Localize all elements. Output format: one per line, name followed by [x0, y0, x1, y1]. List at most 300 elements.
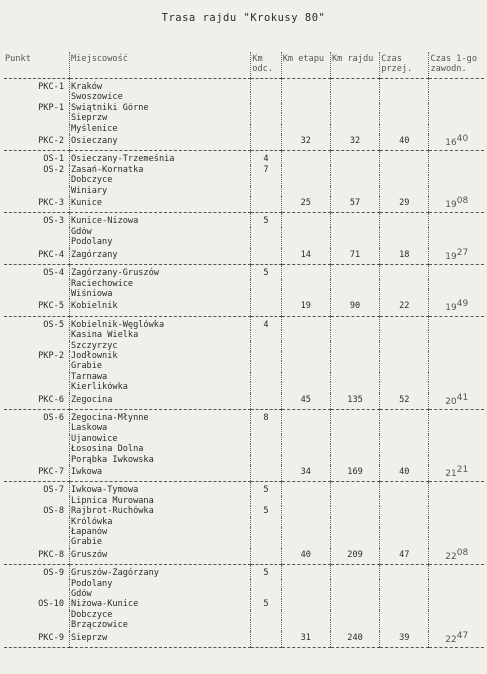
cell-place [70, 579, 251, 589]
cell-czas-przej [380, 517, 429, 527]
cell-km-rajdu [330, 393, 379, 410]
cell-czas-zawodn [429, 248, 484, 265]
cell-place [70, 548, 251, 565]
cell-czas-zawodn [429, 227, 484, 237]
cell-czas-zawodn-value: 20 [445, 396, 457, 407]
cell-km-rajdu [330, 124, 379, 134]
cell-place [70, 151, 251, 165]
cell-place-value: Dobczyce [71, 609, 113, 620]
cell-punkt [4, 151, 70, 165]
cell-km-rajdu [330, 134, 379, 151]
cell-czas-przej [380, 382, 429, 392]
cell-place [70, 482, 251, 496]
cell-punkt-value: PKC-9 [38, 632, 64, 643]
cell-punkt [4, 92, 70, 102]
cell-km-etapu-value: 40 [300, 549, 311, 560]
cell-punkt [4, 537, 70, 547]
cell-czas-przej-value: 40 [399, 467, 410, 477]
header-czas-zawodn: Czas 1-go zawodn. [429, 52, 484, 79]
cell-km-etapu [281, 227, 330, 237]
cell-punkt-value: OS-5 [43, 319, 64, 330]
cell-czas-zawodn [429, 186, 484, 196]
cell-czas-przej [380, 113, 429, 123]
cell-czas-przej [380, 610, 429, 620]
cell-place [70, 330, 251, 340]
cell-km-etapu [281, 299, 330, 316]
cell-km-etapu [281, 175, 330, 185]
cell-km-rajdu [330, 620, 379, 630]
cell-czas-przej [380, 351, 429, 361]
route-table-body [4, 79, 484, 648]
cell-km-odc [251, 289, 281, 299]
cell-czas-przej [380, 372, 429, 382]
cell-place-value: Zegocina-Młynne [71, 412, 149, 423]
cell-punkt [4, 465, 70, 482]
cell-place-value: Gdów [71, 226, 92, 237]
cell-place [70, 299, 251, 316]
cell-czas-przej [380, 151, 429, 165]
cell-czas-zawodn [429, 589, 484, 599]
cell-czas-zawodn [429, 565, 484, 579]
cell-czas-zawodn [429, 213, 484, 227]
cell-czas-przej [380, 279, 429, 289]
cell-czas-przej [380, 299, 429, 316]
cell-czas-przej [380, 124, 429, 134]
cell-punkt-value: OS-3 [43, 216, 64, 227]
cell-punkt-value: PKC-6 [38, 394, 64, 405]
cell-km-etapu [281, 196, 330, 213]
cell-czas-zawodn [429, 423, 484, 433]
route-table [4, 52, 484, 648]
cell-punkt-value: PKC-3 [38, 198, 64, 209]
cell-place [70, 589, 251, 599]
cell-km-odc [251, 372, 281, 382]
cell-km-odc [251, 151, 281, 165]
cell-czas-zawodn-value: 16 [445, 138, 457, 149]
cell-km-odc-value: 5 [263, 506, 269, 517]
table-row [4, 482, 484, 496]
cell-km-etapu [281, 409, 330, 423]
cell-czas-przej [380, 496, 429, 506]
cell-place [70, 103, 251, 113]
cell-place-value: Zasań-Kornatka [71, 164, 144, 175]
cell-km-etapu [281, 599, 330, 609]
table-row [4, 279, 484, 289]
header-miejscowosc: Miejscowość [70, 52, 251, 79]
cell-place [70, 465, 251, 482]
cell-km-etapu [281, 372, 330, 382]
cell-place [70, 237, 251, 247]
cell-km-odc [251, 265, 281, 279]
table-row [4, 589, 484, 599]
cell-czas-przej [380, 330, 429, 340]
cell-punkt [4, 599, 70, 609]
table-row [4, 382, 484, 392]
cell-km-odc [251, 506, 281, 516]
cell-km-odc [251, 237, 281, 247]
cell-czas-przej [380, 482, 429, 496]
cell-km-odc [251, 517, 281, 527]
cell-czas-przej [380, 527, 429, 537]
cell-czas-zawodn [429, 279, 484, 289]
cell-czas-zawodn [429, 465, 484, 482]
cell-place-value: Szczyrzyc [71, 340, 118, 351]
cell-place-value: Kobielnik [71, 301, 118, 312]
cell-place-value: Osieczany [71, 136, 118, 147]
cell-km-rajdu [330, 165, 379, 175]
cell-km-odc [251, 565, 281, 579]
cell-czas-przej [380, 92, 429, 102]
cell-czas-przej-value: 18 [399, 249, 410, 260]
cell-km-odc [251, 548, 281, 565]
cell-czas-zawodn-minutes: 47 [456, 630, 469, 641]
cell-czas-przej [380, 248, 429, 265]
table-row [4, 393, 484, 410]
cell-km-odc [251, 620, 281, 630]
cell-czas-zawodn [429, 517, 484, 527]
cell-punkt [4, 248, 70, 265]
cell-km-rajdu [330, 565, 379, 579]
cell-place-value: Kasina Wielka [71, 330, 139, 341]
cell-punkt-value: PKC-4 [38, 249, 64, 260]
table-row [4, 237, 484, 247]
cell-km-etapu [281, 537, 330, 547]
cell-km-rajdu-value: 135 [347, 394, 363, 405]
cell-place-value: Królówka [71, 516, 113, 527]
cell-czas-zawodn-minutes: 21 [456, 465, 469, 475]
cell-punkt [4, 186, 70, 196]
cell-punkt [4, 351, 70, 361]
cell-km-odc-value: 7 [263, 164, 269, 175]
cell-km-rajdu [330, 186, 379, 196]
cell-czas-przej [380, 79, 429, 93]
cell-punkt-value: OS-8 [43, 506, 64, 517]
table-row [4, 361, 484, 371]
cell-punkt [4, 444, 70, 454]
cell-km-odc [251, 351, 281, 361]
cell-czas-zawodn [429, 382, 484, 392]
cell-place [70, 92, 251, 102]
cell-punkt [4, 103, 70, 113]
cell-km-rajdu [330, 213, 379, 227]
cell-km-odc-value: 4 [263, 154, 269, 165]
cell-punkt [4, 165, 70, 175]
cell-km-rajdu [330, 482, 379, 496]
cell-punkt [4, 506, 70, 516]
cell-km-rajdu [330, 351, 379, 361]
cell-punkt-value: PKC-1 [38, 82, 64, 92]
cell-czas-przej [380, 465, 429, 482]
cell-km-etapu [281, 279, 330, 289]
cell-km-rajdu [330, 465, 379, 482]
cell-km-rajdu [330, 589, 379, 599]
cell-km-odc [251, 610, 281, 620]
cell-km-odc [251, 361, 281, 371]
cell-km-odc-value: 5 [263, 485, 269, 496]
cell-km-etapu [281, 165, 330, 175]
table-row [4, 341, 484, 351]
cell-czas-zawodn-value: 22 [445, 634, 457, 645]
cell-punkt-value: OS-10 [38, 599, 64, 610]
cell-km-rajdu [330, 237, 379, 247]
cell-km-etapu-value: 32 [300, 136, 311, 147]
cell-czas-zawodn [429, 124, 484, 134]
cell-km-etapu [281, 482, 330, 496]
cell-km-etapu-value: 19 [300, 301, 311, 312]
cell-czas-zawodn [429, 527, 484, 537]
cell-km-rajdu [330, 279, 379, 289]
cell-km-rajdu [330, 175, 379, 185]
cell-czas-zawodn-minutes: 27 [456, 247, 469, 258]
cell-km-etapu [281, 434, 330, 444]
cell-km-etapu [281, 393, 330, 410]
cell-czas-zawodn [429, 599, 484, 609]
cell-czas-zawodn [429, 455, 484, 465]
cell-czas-zawodn-value: 21 [445, 469, 457, 479]
cell-km-etapu [281, 248, 330, 265]
cell-place [70, 599, 251, 609]
cell-punkt [4, 361, 70, 371]
cell-km-etapu [281, 124, 330, 134]
cell-czas-zawodn-minutes: 08 [456, 547, 469, 558]
cell-place-value: Gruszów [71, 549, 108, 560]
table-row [4, 196, 484, 213]
cell-czas-zawodn-minutes: 49 [456, 299, 469, 310]
table-row [4, 444, 484, 454]
cell-place-value: Kobielnik-Węglówka [71, 319, 165, 330]
table-row [4, 423, 484, 433]
cell-km-etapu-value: 25 [300, 198, 311, 209]
cell-km-odc [251, 279, 281, 289]
cell-km-odc [251, 134, 281, 151]
cell-czas-zawodn [429, 506, 484, 516]
cell-czas-przej [380, 589, 429, 599]
cell-km-odc [251, 186, 281, 196]
table-row [4, 103, 484, 113]
cell-place-value: Jodłownik [71, 350, 118, 361]
cell-km-etapu [281, 316, 330, 330]
cell-czas-przej-value: 40 [399, 136, 410, 147]
cell-czas-przej [380, 265, 429, 279]
cell-punkt [4, 279, 70, 289]
cell-place-value: Gdów [71, 589, 92, 600]
cell-czas-przej-value: 52 [399, 394, 410, 405]
cell-km-rajdu [330, 92, 379, 102]
cell-place-value: Grabie [71, 361, 103, 372]
cell-punkt [4, 175, 70, 185]
cell-km-odc-value: 4 [263, 319, 269, 330]
cell-km-etapu [281, 151, 330, 165]
cell-place [70, 351, 251, 361]
table-row [4, 186, 484, 196]
cell-km-etapu [281, 631, 330, 648]
cell-punkt [4, 579, 70, 589]
cell-km-odc [251, 631, 281, 648]
cell-km-etapu [281, 103, 330, 113]
table-row [4, 92, 484, 102]
table-row [4, 517, 484, 527]
cell-punkt-value: PKC-7 [38, 467, 64, 477]
table-row [4, 134, 484, 151]
header-punkt: Punkt [4, 52, 70, 79]
cell-place [70, 175, 251, 185]
cell-km-etapu [281, 382, 330, 392]
cell-km-odc-value: 5 [263, 268, 269, 279]
cell-km-rajdu [330, 610, 379, 620]
cell-place-value: Łososina Dolna [71, 444, 144, 455]
cell-place-value: Rajbrot-Ruchówka [71, 506, 154, 517]
cell-place [70, 506, 251, 516]
cell-czas-zawodn [429, 610, 484, 620]
cell-punkt [4, 341, 70, 351]
cell-km-rajdu [330, 423, 379, 433]
cell-punkt-value: PKC-8 [38, 549, 64, 560]
cell-czas-zawodn-minutes: 41 [456, 392, 469, 403]
cell-km-rajdu [330, 79, 379, 93]
cell-km-rajdu [330, 341, 379, 351]
cell-place-value: Iwkowa [71, 467, 103, 477]
cell-km-odc [251, 92, 281, 102]
cell-km-etapu [281, 361, 330, 371]
cell-place-value: Zagórzany-Gruszów [71, 268, 159, 279]
table-row [4, 434, 484, 444]
cell-punkt-value: OS-9 [43, 568, 64, 579]
cell-km-etapu [281, 186, 330, 196]
cell-place [70, 423, 251, 433]
cell-czas-zawodn [429, 409, 484, 423]
cell-place [70, 372, 251, 382]
cell-czas-przej [380, 393, 429, 410]
cell-punkt [4, 289, 70, 299]
cell-place [70, 455, 251, 465]
cell-czas-zawodn [429, 351, 484, 361]
table-row [4, 599, 484, 609]
table-row [4, 151, 484, 165]
cell-czas-zawodn-minutes: 40 [456, 134, 469, 145]
cell-place-value: Grabie [71, 537, 103, 548]
cell-km-rajdu [330, 527, 379, 537]
header-km-etapu: Km etapu [281, 52, 330, 79]
cell-czas-zawodn-value: 22 [445, 551, 457, 562]
cell-punkt [4, 213, 70, 227]
cell-km-etapu [281, 134, 330, 151]
cell-place [70, 196, 251, 213]
cell-punkt-value: PKC-2 [38, 136, 64, 147]
cell-place-value: Niżowa-Kunice [71, 599, 139, 610]
cell-km-odc [251, 599, 281, 609]
cell-km-odc [251, 482, 281, 496]
cell-place-value: Wiśniowa [71, 288, 113, 299]
cell-czas-przej-value: 39 [399, 632, 410, 643]
table-row [4, 506, 484, 516]
cell-punkt [4, 517, 70, 527]
table-row [4, 455, 484, 465]
header-czas-przej: Czas przej. [380, 52, 429, 79]
cell-punkt [4, 227, 70, 237]
cell-czas-przej [380, 196, 429, 213]
cell-czas-zawodn [429, 372, 484, 382]
table-row [4, 299, 484, 316]
cell-km-odc [251, 316, 281, 330]
cell-km-odc [251, 330, 281, 340]
cell-place [70, 165, 251, 175]
cell-czas-przej [380, 237, 429, 247]
cell-place-value: Zagórzany [71, 249, 118, 260]
document-title: Trasa rajdu "Krokusy 80" [161, 12, 326, 24]
cell-km-rajdu [330, 248, 379, 265]
cell-place-value: Świątniki Górne [71, 102, 149, 113]
cell-place [70, 316, 251, 330]
cell-km-odc [251, 196, 281, 213]
cell-place-value: Sieprzw [71, 113, 108, 124]
cell-punkt [4, 423, 70, 433]
cell-km-etapu [281, 496, 330, 506]
cell-czas-zawodn [429, 330, 484, 340]
table-row [4, 527, 484, 537]
cell-czas-zawodn [429, 151, 484, 165]
table-header-row [4, 52, 484, 79]
cell-km-rajdu [330, 409, 379, 423]
cell-place-value: Kunice-Nizowa [71, 216, 139, 227]
cell-place [70, 113, 251, 123]
cell-punkt [4, 124, 70, 134]
cell-place [70, 565, 251, 579]
cell-punkt [4, 113, 70, 123]
cell-place [70, 631, 251, 648]
cell-place-value: Dobczyce [71, 175, 113, 186]
cell-czas-przej [380, 341, 429, 351]
cell-punkt [4, 237, 70, 247]
cell-km-rajdu [330, 517, 379, 527]
cell-place-value: Łapanów [71, 527, 108, 538]
cell-czas-przej [380, 186, 429, 196]
cell-czas-zawodn-value: 19 [445, 200, 457, 211]
cell-km-rajdu [330, 289, 379, 299]
cell-place [70, 227, 251, 237]
cell-km-rajdu [330, 113, 379, 123]
cell-km-odc [251, 124, 281, 134]
cell-km-odc [251, 455, 281, 465]
cell-place-value: Podolany [71, 578, 113, 589]
cell-km-rajdu [330, 444, 379, 454]
cell-km-rajdu [330, 496, 379, 506]
cell-punkt-value: PKC-5 [38, 301, 64, 312]
cell-place [70, 265, 251, 279]
cell-punkt [4, 316, 70, 330]
cell-km-rajdu [330, 382, 379, 392]
cell-place [70, 361, 251, 371]
table-row [4, 496, 484, 506]
cell-km-odc [251, 579, 281, 589]
cell-czas-przej [380, 175, 429, 185]
cell-place [70, 79, 251, 93]
table-row [4, 465, 484, 482]
cell-km-rajdu [330, 361, 379, 371]
table-row [4, 620, 484, 630]
cell-km-odc-value: 5 [263, 216, 269, 227]
cell-czas-zawodn [429, 92, 484, 102]
table-row [4, 79, 484, 93]
cell-czas-przej [380, 620, 429, 630]
cell-czas-zawodn [429, 196, 484, 213]
cell-czas-przej [380, 455, 429, 465]
cell-place-value: Zegocina [71, 394, 113, 405]
cell-czas-przej [380, 506, 429, 516]
cell-km-rajdu-value: 90 [349, 301, 361, 312]
cell-punkt-value: OS-2 [43, 164, 64, 175]
table-row [4, 248, 484, 265]
cell-km-odc [251, 496, 281, 506]
